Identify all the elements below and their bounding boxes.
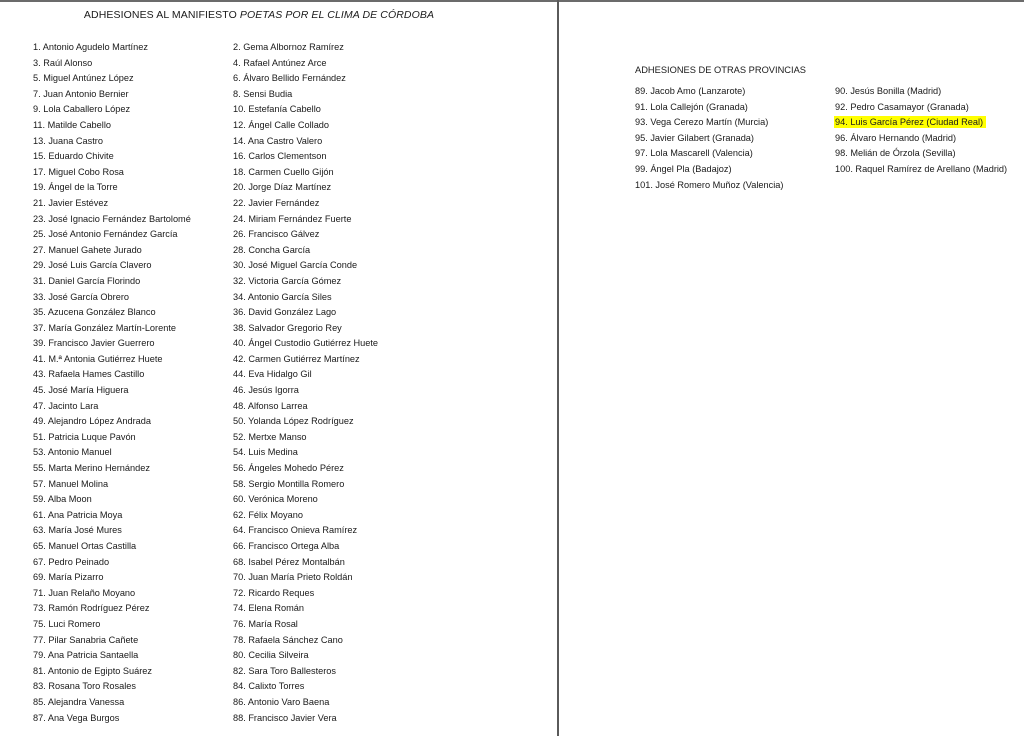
signatory-name: 23. José Ignacio Fernández Bartolomé — [33, 213, 191, 224]
signatory-name: 33. José García Obrero — [33, 291, 130, 302]
manifesto-title — [0, 9, 518, 21]
signatory-name: 90. Jesús Bonilla (Madrid) — [835, 86, 942, 96]
signatory-name: 4. Rafael Antúnez Arce — [233, 57, 327, 68]
provinces-column-odd — [635, 84, 783, 193]
manifesto-title-emphasis: POETAS POR EL CLIMA DE CÓRDOBA — [239, 9, 435, 21]
signatory-name: 72. Ricardo Reques — [233, 587, 315, 598]
signatory-name: 48. Alfonso Larrea — [233, 400, 308, 411]
signatory-entry — [33, 258, 191, 274]
signatory-entry — [233, 508, 378, 524]
signatory-entry — [233, 399, 378, 415]
signatory-name: 27. Manuel Gahete Jurado — [33, 244, 142, 255]
signatory-name: 100. Raquel Ramírez de Arellano (Madrid) — [835, 163, 1008, 174]
signatory-name: 31. Daniel García Florindo — [33, 275, 141, 286]
signatory-name: 69. María Pizarro — [33, 572, 104, 583]
signatory-entry — [233, 539, 378, 555]
signatory-entry — [835, 146, 1007, 162]
signatory-entry — [233, 648, 378, 664]
signatory-entry — [233, 149, 378, 165]
signatory-entry — [233, 290, 378, 306]
signatory-entry — [33, 430, 191, 446]
signatory-entry — [33, 212, 191, 228]
signatory-name: 41. M.ª Antonia Gutiérrez Huete — [33, 353, 163, 364]
signatory-name: 32. Victoria García Gómez — [233, 275, 342, 286]
signatory-name: 17. Miguel Cobo Rosa — [33, 166, 124, 177]
signatory-name: 39. Francisco Javier Guerrero — [33, 338, 155, 349]
signatory-entry — [233, 196, 378, 212]
signatory-entry — [33, 165, 191, 181]
signatory-entry — [233, 165, 378, 181]
signatory-name: 13. Juana Castro — [33, 135, 103, 146]
signatory-entry — [233, 679, 378, 695]
signatory-entry — [233, 617, 378, 633]
signatory-name: 65. Manuel Ortas Castilla — [33, 541, 137, 551]
signatory-entry — [33, 321, 191, 337]
signatory-entry — [233, 87, 378, 103]
signatory-name: 93. Vega Cerezo Martín (Murcia) — [635, 117, 769, 128]
signatory-entry — [233, 601, 378, 617]
signatory-name: 16. Carlos Clementson — [233, 151, 327, 162]
signatory-entry — [233, 367, 378, 383]
signatory-name: 70. Juan María Prieto Roldán — [233, 572, 353, 583]
signatory-name: 18. Carmen Cuello Gijón — [233, 166, 334, 177]
signatory-entry — [233, 383, 378, 399]
signatory-name: 20. Jorge Díaz Martínez — [233, 182, 332, 193]
signatory-name: 61. Ana Patricia Moya — [33, 509, 123, 520]
signatory-entry — [33, 492, 191, 508]
signatory-entry — [233, 305, 378, 321]
signatory-entry — [233, 336, 378, 352]
signatory-name: 14. Ana Castro Valero — [233, 135, 323, 146]
signatory-name: 64. Francisco Onieva Ramírez — [233, 525, 358, 536]
signatory-entry — [635, 162, 783, 178]
signatory-entry — [233, 352, 378, 368]
signatory-name: 63. María José Mures — [33, 525, 122, 536]
signatory-entry — [33, 555, 191, 571]
signatory-name: 80. Cecilia Silveira — [233, 650, 309, 661]
signatory-entry — [233, 570, 378, 586]
signatory-entry — [33, 87, 191, 103]
signatory-name: 15. Eduardo Chivite — [33, 151, 114, 162]
signatory-name: 56. Ángeles Mohedo Pérez — [233, 463, 344, 474]
signatory-name: 49. Alejandro López Andrada — [33, 416, 152, 427]
signatory-entry — [33, 586, 191, 602]
signatory-name: 34. Antonio García Siles — [233, 291, 332, 302]
signatory-name: 71. Juan Relaño Moyano — [33, 587, 136, 598]
manifesto-title-prefix: ADHESIONES AL MANIFIESTO — [83, 9, 240, 21]
signatory-entry — [33, 570, 191, 586]
signatory-name: 45. José María Higuera — [33, 385, 129, 396]
signatory-name: 91. Lola Callejón (Granada) — [635, 101, 748, 112]
signatory-name: 95. Javier Gilabert (Granada) — [635, 132, 754, 143]
signatory-name: 60. Verónica Moreno — [233, 494, 318, 505]
signatory-entry — [33, 196, 191, 212]
signatory-entry — [835, 115, 1007, 131]
signatory-name: 8. Sensi Budia — [233, 88, 293, 99]
signatory-entry — [33, 290, 191, 306]
signatory-name: 46. Jesús Igorra — [233, 385, 299, 396]
signatory-name: 47. Jacinto Lara — [33, 400, 99, 411]
signatories-column-even — [233, 40, 378, 726]
signatory-name: 29. José Luis García Clavero — [33, 260, 152, 271]
signatory-entry — [33, 56, 191, 72]
signatory-entry — [635, 146, 783, 162]
signatory-entry — [33, 352, 191, 368]
signatory-entry — [33, 523, 191, 539]
signatory-name: 44. Eva Hidalgo Gil — [233, 369, 312, 380]
signatory-name: 78. Rafaela Sánchez Cano — [233, 634, 343, 645]
signatory-entry — [233, 586, 378, 602]
signatory-entry — [233, 523, 378, 539]
signatory-name: 42. Carmen Gutiérrez Martínez — [233, 353, 360, 364]
signatory-entry — [635, 115, 783, 131]
signatory-name: 53. Antonio Manuel — [33, 447, 112, 458]
signatory-name: 59. Alba Moon — [33, 494, 92, 505]
signatory-entry — [33, 274, 191, 290]
signatory-entry — [635, 131, 783, 147]
provinces-column-even — [835, 84, 1007, 178]
signatory-name: 67. Pedro Peinado — [33, 556, 110, 567]
signatory-entry — [835, 84, 1007, 100]
signatory-entry — [635, 100, 783, 116]
signatory-name: 36. David González Lago — [233, 307, 337, 318]
signatory-entry — [233, 71, 378, 87]
signatory-entry — [33, 305, 191, 321]
signatory-entry — [635, 178, 783, 194]
signatory-name: 99. Ángel Pla (Badajoz) — [635, 163, 732, 174]
signatories-column-odd — [33, 40, 191, 726]
signatory-entry — [233, 56, 378, 72]
signatory-entry — [233, 414, 378, 430]
signatory-entry — [33, 664, 191, 680]
signatory-name: 10. Estefanía Cabello — [233, 104, 321, 115]
signatory-name: 43. Rafaela Hames Castillo — [33, 369, 145, 380]
signatory-entry — [835, 100, 1007, 116]
signatory-entry — [33, 695, 191, 711]
signatory-name: 51. Patricia Luque Pavón — [33, 431, 136, 442]
signatory-entry — [233, 445, 378, 461]
signatory-entry — [33, 539, 191, 555]
signatory-name: 74. Elena Román — [233, 603, 304, 614]
signatory-name: 35. Azucena González Blanco — [33, 307, 156, 318]
signatory-entry — [233, 258, 378, 274]
signatory-name: 57. Manuel Molina — [33, 478, 109, 489]
signatory-entry — [33, 679, 191, 695]
signatory-entry — [33, 508, 191, 524]
signatory-name: 26. Francisco Gálvez — [233, 229, 320, 240]
signatory-entry — [33, 71, 191, 87]
signatory-entry — [233, 430, 378, 446]
signatory-entry — [233, 40, 378, 56]
signatory-name: 7. Juan Antonio Bernier — [33, 88, 129, 99]
signatory-entry — [233, 243, 378, 259]
signatory-entry — [33, 477, 191, 493]
signatory-name: 2. Gema Albornoz Ramírez — [233, 42, 344, 52]
signatory-name: 50. Yolanda López Rodríguez — [233, 416, 354, 427]
signatory-entry — [233, 134, 378, 150]
signatory-name: 12. Ángel Calle Collado — [233, 119, 330, 130]
signatory-entry — [835, 162, 1007, 178]
signatory-entry — [233, 274, 378, 290]
other-provinces-title: ADHESIONES DE OTRAS PROVINCIAS — [635, 65, 806, 75]
signatory-entry — [233, 461, 378, 477]
signatory-name: 22. Javier Fernández — [233, 197, 320, 208]
signatory-entry — [33, 445, 191, 461]
signatory-name: 73. Ramón Rodríguez Pérez — [33, 603, 150, 614]
signatory-name: 40. Ángel Custodio Gutiérrez Huete — [233, 338, 379, 349]
signatory-name: 85. Alejandra Vanessa — [33, 696, 125, 707]
signatory-name: 88. Francisco Javier Vera — [233, 712, 337, 723]
signatory-name: 6. Álvaro Bellido Fernández — [233, 73, 346, 84]
signatory-name: 98. Melián de Órzola (Sevilla) — [835, 148, 956, 159]
signatory-entry — [233, 633, 378, 649]
signatory-entry — [33, 711, 191, 727]
signatory-name: 75. Luci Romero — [33, 618, 101, 629]
signatory-name: 81. Antonio de Egipto Suárez — [33, 665, 153, 676]
signatory-entry — [233, 102, 378, 118]
signatory-name: 52. Mertxe Manso — [233, 431, 307, 442]
signatory-entry — [33, 40, 191, 56]
signatory-name: 76. María Rosal — [233, 618, 298, 629]
signatory-entry — [33, 648, 191, 664]
signatory-entry — [33, 336, 191, 352]
signatory-entry — [33, 134, 191, 150]
signatory-name: 101. José Romero Muñoz (Valencia) — [635, 179, 784, 190]
signatory-entry — [33, 383, 191, 399]
signatory-name: 38. Salvador Gregorio Rey — [233, 322, 342, 333]
signatory-name: 54. Luis Medina — [233, 447, 298, 458]
signatory-entry — [33, 461, 191, 477]
signatory-entry — [233, 711, 378, 727]
signatory-name: 3. Raúl Alonso — [33, 57, 93, 68]
signatory-entry — [33, 414, 191, 430]
signatory-entry — [233, 664, 378, 680]
signatory-entry — [233, 695, 378, 711]
signatory-name: 77. Pilar Sanabria Cañete — [33, 634, 139, 645]
signatory-name: 30. José Miguel García Conde — [233, 260, 358, 271]
signatory-name: 87. Ana Vega Burgos — [33, 712, 120, 723]
signatory-name: 37. María González Martín-Lorente — [33, 322, 176, 333]
signatory-name: 82. Sara Toro Ballesteros — [233, 665, 336, 676]
signatory-entry — [233, 321, 378, 337]
signatory-name: 96. Álvaro Hernando (Madrid) — [835, 132, 957, 143]
signatory-entry — [233, 477, 378, 493]
signatory-entry — [233, 492, 378, 508]
signatory-entry — [233, 227, 378, 243]
signatory-entry — [33, 601, 191, 617]
signatory-name: 19. Ángel de la Torre — [33, 182, 118, 193]
signatory-name: 24. Miriam Fernández Fuerte — [233, 213, 352, 224]
signatory-entry — [33, 617, 191, 633]
signatory-entry — [33, 243, 191, 259]
signatory-entry — [33, 118, 191, 134]
signatory-name: 86. Antonio Varo Baena — [233, 696, 330, 707]
signatory-name: 21. Javier Estévez — [33, 197, 109, 208]
signatory-entry — [33, 102, 191, 118]
signatory-entry — [233, 212, 378, 228]
signatory-name: 5. Miguel Antúnez López — [33, 73, 134, 84]
signatory-entry — [635, 84, 783, 100]
signatory-name: 28. Concha García — [233, 244, 311, 255]
signatory-name: 25. José Antonio Fernández García — [33, 229, 178, 240]
signatory-entry — [33, 367, 191, 383]
signatory-name: 84. Calixto Torres — [233, 681, 305, 692]
signatory-entry — [233, 180, 378, 196]
signatory-name: 1. Antonio Agudelo Martínez — [33, 42, 148, 52]
signatory-name: 79. Ana Patricia Santaella — [33, 650, 139, 661]
signatory-entry — [33, 180, 191, 196]
signatory-name: 66. Francisco Ortega Alba — [233, 541, 340, 551]
signatory-name: 55. Marta Merino Hernández — [33, 463, 150, 474]
signatory-name: 62. Félix Moyano — [233, 509, 303, 520]
signatory-entry — [33, 633, 191, 649]
signatory-entry — [33, 399, 191, 415]
page-divider — [557, 0, 559, 736]
signatory-entry — [233, 118, 378, 134]
signatory-name: 83. Rosana Toro Rosales — [33, 681, 136, 692]
signatory-name: 68. Isabel Pérez Montalbán — [233, 556, 345, 567]
page-top-border — [0, 0, 1024, 2]
signatory-name: 92. Pedro Casamayor (Granada) — [835, 101, 969, 112]
signatory-name: 97. Lola Mascarell (Valencia) — [635, 148, 753, 159]
signatory-name: 89. Jacob Amo (Lanzarote) — [635, 86, 746, 96]
highlighted-signatory: 94. Luis García Pérez (Ciudad Real) — [834, 116, 986, 128]
signatory-name: 58. Sergio Montilla Romero — [233, 478, 345, 489]
signatory-name: 9. Lola Caballero López — [33, 104, 131, 115]
signatory-entry — [835, 131, 1007, 147]
signatory-entry — [233, 555, 378, 571]
signatory-entry — [33, 227, 191, 243]
signatory-name: 11. Matilde Cabello — [33, 119, 111, 130]
signatory-entry — [33, 149, 191, 165]
